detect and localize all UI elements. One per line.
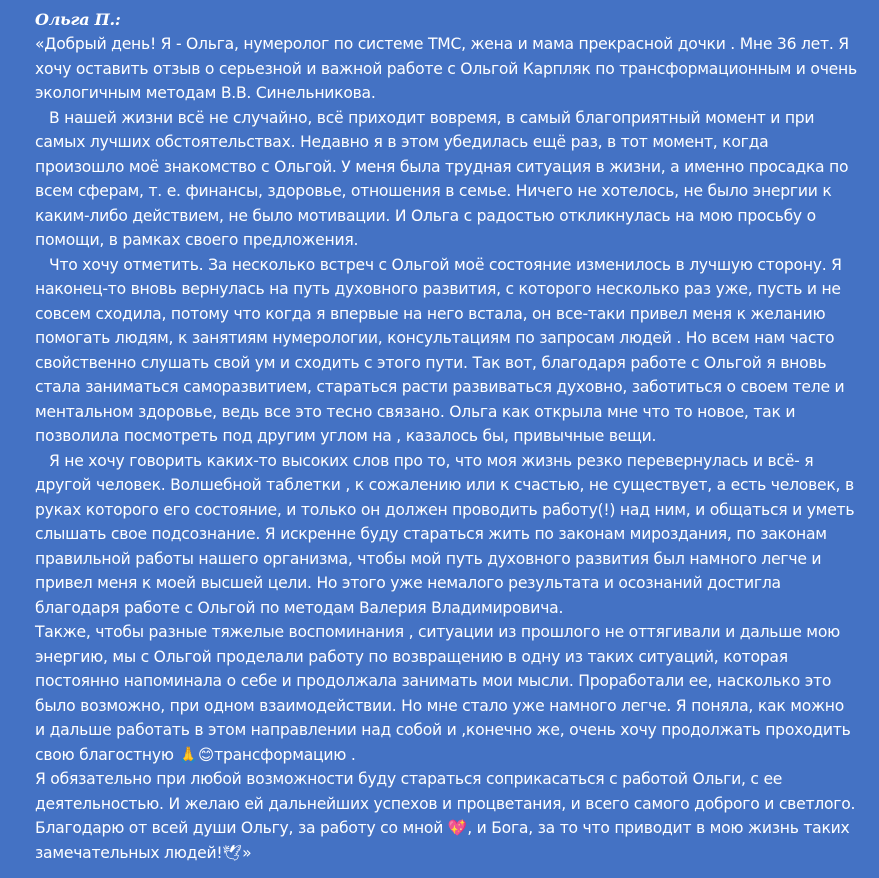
smiling-face-icon: 😊: [197, 745, 215, 764]
review-paragraph-2: В нашей жизни всё не случайно, всё приходит вовремя, в самый благоприятный момент и при самых лучших обстоятельствах. Недавно я в этом убедилась ещё раз, в тот момент, когда произошло моё знакомство с Ольгой. У меня была трудная ситуация в жизни, а именно просадка по всем сферам, т. е. финансы, здоровье, отношения в семье. Ничего не хотелось, не было энергии к каким-либо действием, не было мотивации. И Ольга с радостью откликнулась на мою просьбу о помощи, в рамках своего предложения.: [35, 108, 849, 249]
review-paragraph-4: Я не хочу говорить каких-то высоких слов про то, что моя жизнь резко перевернулась и всё- я другой человек. Волшебной таблетки , к сожалению или к счастью, не существует, а есть человек, в руках которого его состояние, и только он должен проводить работу(!) над ним, и общаться и уметь слышать свое подсознание. Я искренне буду стараться жить по законам мироздания, по законам правильной работы нашего организма, чтобы мой путь духовного развития был намного легче и привел меня к моей высшей цели. Но этого уже немалого результата и осознаний достигла благодаря работе с Ольгой по методам Валерия Владимировича.: [35, 451, 855, 617]
sparkling-heart-icon: 💖: [447, 819, 468, 837]
review-paragraph-6-text: Я обязательно при любой возможности буду стараться соприкасаться с работой Ольги, с ее деятельностью. И желаю ей дальнейших успехов и процветания, и всего самого доброго и светлого. Благодарю от всей души Ольгу, за работу со мной: [35, 770, 856, 837]
review-paragraph-6: [35, 767, 857, 865]
dove-icon: 🕊: [222, 843, 243, 862]
praying-hands-icon: 🙏: [178, 745, 198, 764]
review-paragraph-5: [35, 620, 857, 767]
review-paragraph-5-text: Также, чтобы разные тяжелые воспоминания , ситуации из прошлого не оттягивали и дальше мою энергию, мы с Ольгой проделали работу по возвращению в одну из таких ситуаций, которая постоянно напоминала о себе и продолжала занимать мои мысли. Проработали ее, насколько это было возможно, при одном взаимодействии. Но мне стало уже намного легче. Я поняла, как можно и дальше работать в этом направлении над собой и ,конечно же, очень хочу продолжать проходить свою благостную: [35, 623, 851, 764]
review-paragraph-6-mid: , и Бога, за то что приводит в мою жизнь таких замечательных людей!: [35, 819, 850, 862]
review-author: Ольга П.:: [35, 10, 121, 29]
review-closing-quote: »: [242, 843, 252, 862]
review-paragraph-3: Что хочу отметить. За несколько встреч с Ольгой моё состояние изменилось в лучшую сторону. Я наконец-то вновь вернулась на путь духовного развития, с которого несколько раз уже, пусть и не совсем сходила, потому что когда я впервые на него встала, он все-таки привел меня к желанию помогать людям, к занятиям нумерологии, консультациям по запросам людей . Но всем нам часто свойственно слушать свой ум и сходить с этого пути. Так вот, благодаря работе с Ольгой я вновь стала заниматься саморазвитием, стараться расти развиваться духовно, заботиться о своем теле и ментальном здоровье, ведь все это тесно связано. Ольга как открыла мне что то новое, так и позволила посмотреть под другим углом на , казалось бы, привычные вещи.: [35, 255, 845, 445]
review-paragraph-1: «Добрый день! Я - Ольга, нумеролог по системе ТМС, жена и мама прекрасной дочки . Мне 36 лет. Я хочу оставить отзыв о серьезной и важной работе с Ольгой Карпляк по трансформационным и очень экологичным методам В.В. Синельникова.: [35, 35, 857, 102]
review-paragraph-5-end: трансформацию .: [214, 745, 356, 764]
